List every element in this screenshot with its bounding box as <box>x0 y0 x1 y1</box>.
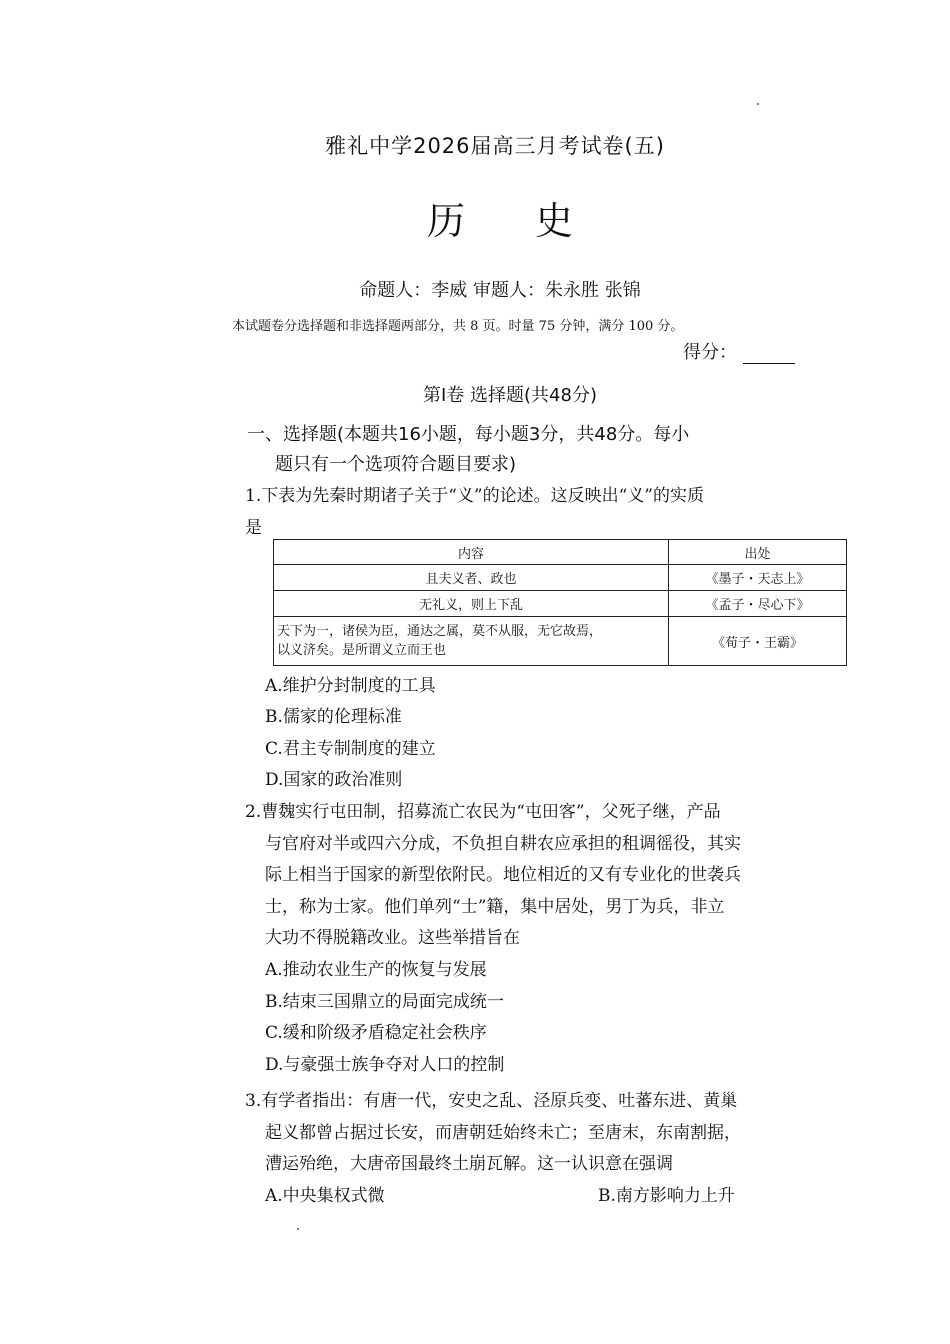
question-2 <box>245 797 805 955</box>
question-2-stem-line: 士，称为士家。他们单列“士”籍，集中居处，男丁为兵，非立 <box>265 896 725 917</box>
score-blank[interactable] <box>743 345 795 364</box>
question-2-stem-line: 2.曹魏实行屯田制，招募流亡农民为“屯田客”，父死子继，产品 <box>245 802 721 822</box>
question-2-stem-line: 与官府对半或四六分成，不负担自耕农应承担的租调徭役，其实 <box>265 833 741 854</box>
score-label: 得分： <box>683 342 737 363</box>
question-3-stem-line: 起义都曾占据过长安，而唐朝廷始终未亡；至唐末，东南割据， <box>265 1122 741 1143</box>
table-cell-content-line1: 天下为一，诸侯为臣，通达之属，莫不从服，无它故焉， <box>277 624 603 639</box>
question-1-stem-line1: 1.下表为先秦时期诸子关于“义”的论述。这反映出“义”的实质 <box>245 486 704 506</box>
score-field[interactable] <box>683 338 795 364</box>
table-header-content: 内容 <box>274 540 669 565</box>
q1-option-c[interactable]: C.君主专制制度的建立 <box>265 739 436 759</box>
question-1-stem-line2: 是 <box>245 517 262 538</box>
section-heading-line1: 一、选择题(本题共16小题，每小题3分，共48分。每小 <box>247 424 690 445</box>
sources-table <box>273 539 847 666</box>
volume-title: 第Ⅰ卷 选择题(共48分) <box>423 385 597 406</box>
section-heading <box>247 420 807 480</box>
question-2-stem-line: 大功不得脱籍改业。这些举措旨在 <box>265 928 520 948</box>
question-3 <box>245 1086 805 1181</box>
q2-option-b[interactable]: B.结束三国鼎立的局面完成统一 <box>265 992 504 1012</box>
exam-title: 雅礼中学2026届高三月考试卷(五) <box>325 134 665 158</box>
scan-speck <box>297 1228 299 1230</box>
table-row <box>274 591 847 617</box>
q1-option-a[interactable]: A.维护分封制度的工具 <box>265 676 436 696</box>
q2-option-d[interactable]: D.与豪强士族争夺对人口的控制 <box>265 1055 505 1075</box>
exam-intro: 本试题卷分选择题和非选择题两部分，共 8 页。时量 75 分钟，满分 100 分。 <box>232 319 684 334</box>
table-row <box>274 565 847 591</box>
question-3-stem-line: 3.有学者指出：有唐一代，安史之乱、泾原兵变、吐蕃东进、黄巢 <box>245 1091 738 1111</box>
table-cell-content: 且夫义者、政也 <box>274 565 669 591</box>
q1-option-d[interactable]: D.国家的政治准则 <box>265 770 403 790</box>
q1-option-b[interactable]: B.儒家的伦理标准 <box>265 707 402 727</box>
subject-title: 历史 <box>426 199 643 243</box>
table-cell-source: 《墨子・天志上》 <box>669 565 847 591</box>
q3-option-a[interactable]: A.中央集权式微 <box>265 1186 385 1206</box>
question-1 <box>245 481 805 544</box>
table-row <box>274 617 847 666</box>
scan-speck <box>757 103 759 105</box>
table-header-row <box>274 540 847 565</box>
table-cell-content <box>274 617 669 666</box>
section-heading-line2: 题只有一个选项符合题目要求) <box>275 454 517 475</box>
table-cell-content-line2: 以义济矣。是所谓义立而王也 <box>277 643 447 658</box>
q3-option-b[interactable]: B.南方影响力上升 <box>598 1186 735 1206</box>
table-header-source: 出处 <box>669 540 847 565</box>
authors-line: 命题人：李威 审题人：朱永胜 张锦 <box>359 280 641 301</box>
question-3-stem-line: 漕运殆绝，大唐帝国最终土崩瓦解。这一认识意在强调 <box>265 1154 673 1174</box>
table-cell-source: 《荀子・王霸》 <box>669 617 847 666</box>
q2-option-c[interactable]: C.缓和阶级矛盾稳定社会秩序 <box>265 1023 487 1043</box>
table-cell-content: 无礼义，则上下乱 <box>274 591 669 617</box>
question-2-stem-line: 际上相当于国家的新型依附民。地位相近的又有专业化的世袭兵 <box>265 865 741 885</box>
q2-option-a[interactable]: A.推动农业生产的恢复与发展 <box>265 960 487 980</box>
table-cell-source: 《孟子・尽心下》 <box>669 591 847 617</box>
